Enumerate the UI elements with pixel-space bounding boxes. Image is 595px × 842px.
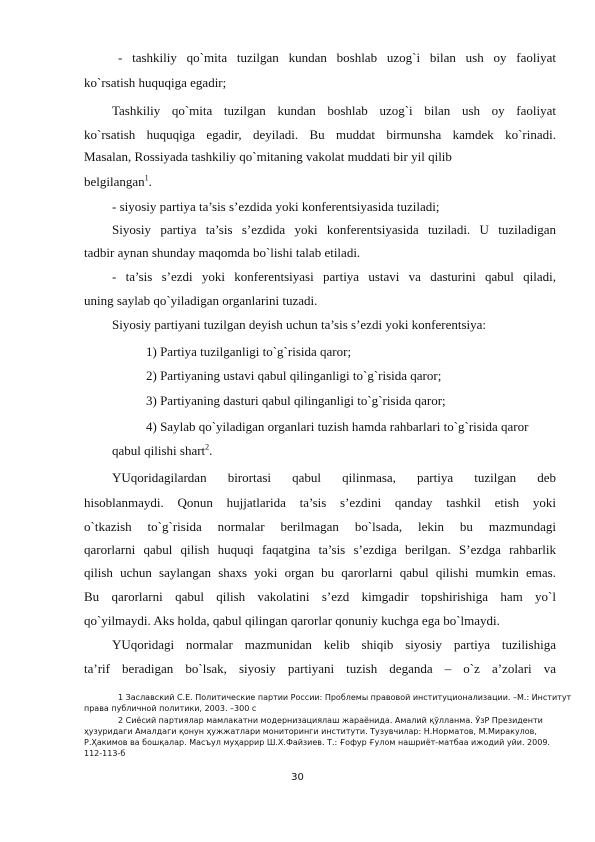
footnote-ref-2: 2: [205, 442, 210, 452]
footnote-ref-1: 1: [144, 173, 149, 183]
body-line-20: o`tkazish to`g`risida normalar berilmagan bo`lsada, lekin bu mazmundagi: [84, 519, 556, 534]
footnote-2-line-1: 2 Сиёсий партиялар мамлакатни модернизациялаш жараёнида. Амалий қўлланма. ЎзР Президенти: [118, 716, 543, 725]
page-number: 30: [291, 772, 304, 783]
list-item-2: 2) Partiyaning ustavi qabul qilinganligi to`g`risida qaror;: [146, 368, 442, 383]
body-line-9: tadbir aynan shunday maqomda bo`lishi talab etiladi.: [84, 245, 361, 260]
body-line-22: qilish uchun saylangan shaxs yoki organ bu qarorlarni qabul qilishi mumkin emas.: [84, 565, 556, 580]
body-line-18: YUqoridagilardan birortasi qabul qilinmasa, partiya tuzilgan deb: [112, 470, 556, 485]
footnote-2-line-2: ҳузуридаги Амалдаги қонун ҳужжатлари мониторинги институти. Тузувчилар: Н.Норматов, М.Миракулов,: [84, 727, 537, 736]
body-line-6: belgilangan$^1$.: [84, 173, 152, 189]
body-line-21: qarorlarni qabul qilish huquqi faqatgina ta’sis s’ezdiga berilgan. S’ezdga rahbarlik: [84, 542, 556, 557]
list-item-1: 1) Partiya tuzilganligi to`g`risida qaror;: [146, 344, 352, 359]
footnote-1-line-2: права публичной политики, 2003. –300 с: [84, 704, 257, 713]
body-line-2: ko`rsatish huquqiga egadir;: [84, 75, 227, 90]
list-item-4: 4) Saylab qo`yiladigan organlari tuzish hamda rahbarlari to`g`risida qaror: [146, 419, 529, 434]
body-line-25: YUqoridagi normalar mazmunidan kelib shiqib siyosiy partiya tuzilishiga: [112, 637, 556, 652]
body-line-1: - tashkiliy qo`mita tuzilgan kundan boshlab uzog`i bilan ush oy faoliyat: [118, 50, 556, 65]
body-line-10: - ta’sis s’ezdi yoki konferentsiyasi partiya ustavi va dasturini qabul qiladi,: [112, 269, 556, 284]
body-line-12: Siyosiy partiyani tuzilgan deyish uchun ta’sis s’ezdi yoki konferentsiya:: [112, 317, 487, 332]
body-line-4: ko`rsatish huquqiga egadir, deyiladi. Bu muddat birmunsha kamdek ko`rinadi.: [84, 127, 556, 142]
body-line-24: qo`yilmaydi. Aks holda, qabul qilingan qarorlar qonuniy kuchga ega bo`lmaydi.: [84, 613, 500, 628]
body-line-17: qabul qilishi shart$^2$.: [112, 442, 213, 458]
body-line-19: hisoblanmaydi. Qonun hujjatlarida ta’sis s’ezdini qanday tashkil etish yoki: [84, 495, 556, 510]
body-line-11: uning saylab qo`yiladigan organlarini tuzadi.: [84, 293, 318, 308]
body-line-8: Siyosiy partiya ta’sis s’ezdida yoki konferentsiyasida tuziladi. U tuziladigan: [112, 222, 556, 237]
body-line-7: - siyosiy partiya ta’sis s’ezdida yoki konferentsiyasida tuziladi;: [112, 199, 440, 214]
footnote-2-line-3: Р.Ҳакимов ва бошқалар. Масъул муҳаррир Ш.Х.Файзиев. Т.: Ғофур Ғулом нашриёт-матбаа ижодий уйи. 2009.: [84, 738, 550, 747]
body-line-23: Bu qarorlarni qabul qilish vakolatini s’ezd kimgadir topshirishiga ham yo`l: [84, 589, 556, 604]
body-line-3: Tashkiliy qo`mita tuzilgan kundan boshlab uzog`i bilan ush oy faoliyat: [112, 103, 556, 118]
list-item-3: 3) Partiyaning dasturi qabul qilinganligi to`g`risida qaror;: [146, 393, 446, 408]
footnote-1-line-1: 1 Заславский С.Е. Политические партии России: Проблемы правовой институционализации. –М.: Институт: [118, 693, 572, 702]
footnote-2-line-4: 112-113-б: [84, 749, 126, 758]
body-line-5: Masalan, Rossiyada tashkiliy qo`mitaning vakolat muddati bir yil qilib: [84, 149, 452, 164]
body-line-26: ta’rif beradigan bo`lsak, siyosiy partiyani tuzish deganda – o`z a’zolari va: [84, 661, 556, 676]
